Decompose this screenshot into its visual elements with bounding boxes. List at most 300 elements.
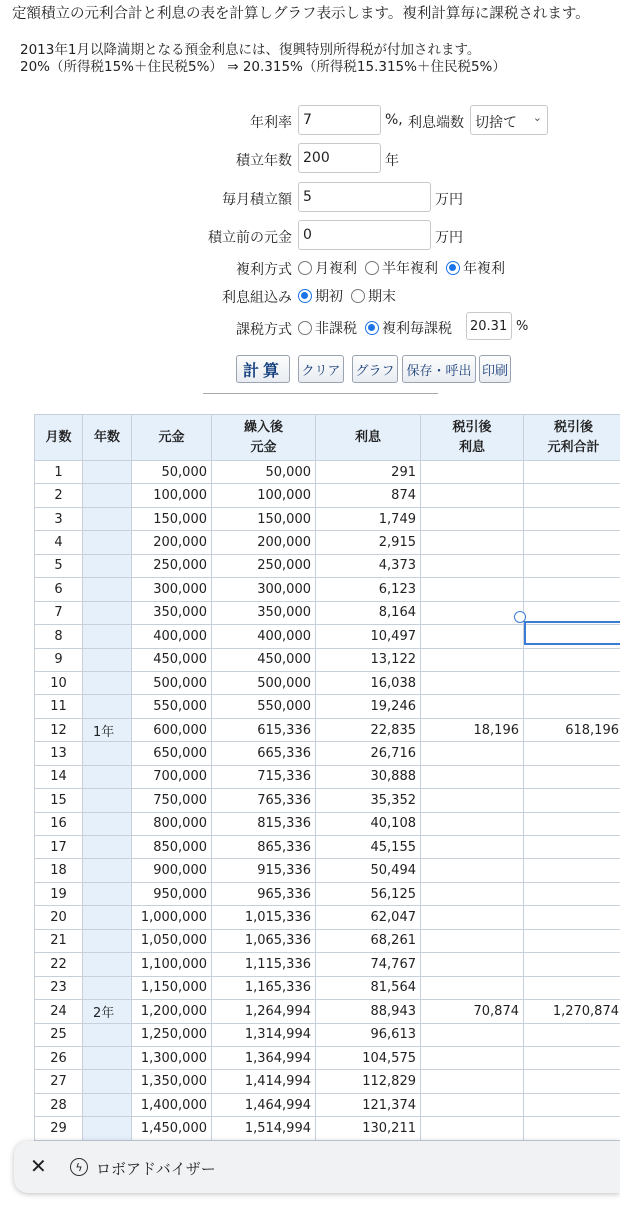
value-cell: 1,050,000 — [132, 929, 212, 952]
principal-label: 積立前の元金 — [208, 227, 292, 247]
value-cell: 715,336 — [212, 765, 316, 788]
year-cell — [83, 1070, 132, 1093]
value-cell: 50,000 — [132, 461, 212, 484]
value-cell: 2,915 — [316, 531, 421, 554]
value-cell: 1,400,000 — [132, 1093, 212, 1116]
tax-compound-radio[interactable] — [365, 318, 452, 338]
compound-yearly-label: 年複利 — [463, 258, 505, 278]
value-cell: 1,314,994 — [212, 1023, 316, 1046]
value-cell — [421, 1023, 524, 1046]
compound-label: 複利方式 — [236, 259, 292, 279]
principal-row — [0, 220, 620, 250]
value-cell — [421, 859, 524, 882]
value-cell — [421, 1117, 524, 1140]
compound-halfyear-radio[interactable] — [365, 258, 438, 278]
year-cell — [83, 484, 132, 507]
radio-dot-icon — [365, 261, 379, 275]
value-cell: 650,000 — [132, 742, 212, 765]
value-cell: 350,000 — [212, 601, 316, 624]
value-cell: 1,414,994 — [212, 1070, 316, 1093]
value-cell: 800,000 — [132, 812, 212, 835]
value-cell — [524, 507, 620, 530]
year-cell — [83, 507, 132, 530]
column-header-text: 年数 — [87, 428, 127, 448]
month-cell: 7 — [35, 601, 83, 624]
table-row — [35, 1070, 620, 1093]
value-cell: 865,336 — [212, 836, 316, 859]
value-cell: 500,000 — [212, 671, 316, 694]
year-cell — [83, 578, 132, 601]
tax-none-label: 非課税 — [315, 318, 357, 338]
table-row — [35, 578, 620, 601]
value-cell — [421, 906, 524, 929]
year-cell — [83, 625, 132, 648]
value-cell — [524, 578, 620, 601]
graph-button[interactable]: グラフ — [352, 355, 398, 383]
table-row — [35, 695, 620, 718]
year-cell — [83, 765, 132, 788]
value-cell — [524, 836, 620, 859]
value-cell: 100,000 — [132, 484, 212, 507]
month-cell: 1 — [35, 461, 83, 484]
table-row — [35, 531, 620, 554]
years-label: 積立年数 — [236, 150, 292, 170]
monthly-label: 毎月積立額 — [222, 189, 292, 209]
year-cell — [83, 836, 132, 859]
cell-selection-box[interactable] — [524, 621, 620, 645]
year-cell — [83, 859, 132, 882]
monthly-unit: 万円 — [435, 189, 463, 209]
divider — [203, 393, 438, 394]
value-cell — [421, 554, 524, 577]
table-row — [35, 554, 620, 577]
radio-dot-icon — [298, 261, 312, 275]
tax-label: 課税方式 — [236, 319, 292, 339]
month-cell: 25 — [35, 1023, 83, 1046]
year-cell — [83, 1023, 132, 1046]
close-icon[interactable]: ✕ — [30, 1155, 47, 1177]
month-cell: 3 — [35, 507, 83, 530]
selection-handle[interactable] — [514, 611, 526, 623]
value-cell — [421, 1070, 524, 1093]
robo-advisor-label: ロボアドバイザー — [96, 1158, 216, 1179]
value-cell — [524, 531, 620, 554]
value-cell: 300,000 — [132, 578, 212, 601]
value-cell: 400,000 — [132, 625, 212, 648]
table-row — [35, 507, 620, 530]
principal-unit: 万円 — [435, 227, 463, 247]
rate-label: 年利率 — [250, 112, 292, 132]
value-cell — [524, 742, 620, 765]
month-cell: 29 — [35, 1117, 83, 1140]
month-cell: 9 — [35, 648, 83, 671]
value-cell — [524, 859, 620, 882]
value-cell: 1,514,994 — [212, 1117, 316, 1140]
tax-none-radio[interactable] — [298, 318, 357, 338]
value-cell: 50,494 — [316, 859, 421, 882]
results-table — [34, 414, 620, 1164]
timing-label: 利息組込み — [222, 287, 292, 307]
radio-dot-icon — [351, 289, 365, 303]
value-cell: 450,000 — [212, 648, 316, 671]
column-header-text: 元利合計 — [528, 438, 619, 458]
value-cell — [421, 507, 524, 530]
value-cell: 618,196 — [524, 718, 620, 741]
value-cell: 70,874 — [421, 1000, 524, 1023]
timing-start-label: 期初 — [315, 286, 343, 306]
value-cell — [421, 531, 524, 554]
tax-row — [0, 312, 620, 342]
value-cell: 250,000 — [132, 554, 212, 577]
monthly-row — [0, 182, 620, 212]
value-cell: 850,000 — [132, 836, 212, 859]
month-cell: 26 — [35, 1046, 83, 1069]
value-cell: 121,374 — [316, 1093, 421, 1116]
value-cell: 1,270,874 — [524, 1000, 620, 1023]
year-cell — [83, 671, 132, 694]
table-row — [35, 461, 620, 484]
principal-input[interactable] — [298, 220, 431, 250]
year-cell — [83, 953, 132, 976]
table-body — [35, 461, 620, 1164]
table-row — [35, 953, 620, 976]
value-cell: 815,336 — [212, 812, 316, 835]
table-row — [35, 718, 620, 741]
value-cell — [524, 906, 620, 929]
month-cell: 18 — [35, 859, 83, 882]
value-cell: 68,261 — [316, 929, 421, 952]
month-cell: 24 — [35, 1000, 83, 1023]
table-row — [35, 859, 620, 882]
compound-halfyear-label: 半年複利 — [382, 258, 438, 278]
value-cell: 915,336 — [212, 859, 316, 882]
value-cell — [524, 1093, 620, 1116]
value-cell: 600,000 — [132, 718, 212, 741]
table-row — [35, 1023, 620, 1046]
year-cell — [83, 929, 132, 952]
tax-compound-label: 複利毎課税 — [382, 318, 452, 338]
value-cell: 4,373 — [316, 554, 421, 577]
year-cell — [83, 882, 132, 905]
value-cell — [524, 789, 620, 812]
month-cell: 17 — [35, 836, 83, 859]
value-cell: 50,000 — [212, 461, 316, 484]
value-cell: 750,000 — [132, 789, 212, 812]
years-row — [0, 143, 620, 173]
value-cell: 22,835 — [316, 718, 421, 741]
value-cell: 550,000 — [212, 695, 316, 718]
tax-note-line-2: 20%（所得税15%＋住民税5%） ⇒ 20.315%（所得税15.315%＋住民税5%） — [20, 59, 506, 76]
value-cell — [421, 742, 524, 765]
year-cell — [83, 531, 132, 554]
month-cell: 4 — [35, 531, 83, 554]
month-cell: 19 — [35, 882, 83, 905]
compound-monthly-label: 月複利 — [315, 258, 357, 278]
value-cell: 1,165,336 — [212, 976, 316, 999]
value-cell — [524, 1023, 620, 1046]
value-cell: 1,065,336 — [212, 929, 316, 952]
year-cell — [83, 906, 132, 929]
value-cell — [524, 695, 620, 718]
value-cell — [524, 812, 620, 835]
timing-start-radio[interactable] — [298, 286, 343, 306]
month-cell: 6 — [35, 578, 83, 601]
tax-rate-unit: % — [516, 319, 528, 334]
value-cell: 130,211 — [316, 1117, 421, 1140]
month-cell: 20 — [35, 906, 83, 929]
year-cell — [83, 1117, 132, 1140]
value-cell — [421, 812, 524, 835]
value-cell — [524, 1117, 620, 1140]
value-cell: 550,000 — [132, 695, 212, 718]
value-cell: 950,000 — [132, 882, 212, 905]
month-cell: 28 — [35, 1093, 83, 1116]
value-cell: 150,000 — [212, 507, 316, 530]
year-cell — [83, 742, 132, 765]
timing-end-label: 期末 — [368, 286, 396, 306]
tax-note — [20, 42, 506, 76]
compound-row — [0, 252, 620, 282]
column-header — [421, 415, 524, 461]
value-cell — [421, 976, 524, 999]
table-row — [35, 765, 620, 788]
value-cell: 100,000 — [212, 484, 316, 507]
print-button[interactable]: 印刷 — [479, 355, 511, 383]
value-cell — [421, 789, 524, 812]
compound-monthly-radio[interactable] — [298, 258, 357, 278]
save-load-button[interactable]: 保存・呼出 — [402, 355, 476, 383]
column-header-text: 元金 — [216, 438, 311, 458]
month-cell: 5 — [35, 554, 83, 577]
value-cell: 1,264,994 — [212, 1000, 316, 1023]
value-cell: 400,000 — [212, 625, 316, 648]
table-row — [35, 882, 620, 905]
month-cell: 2 — [35, 484, 83, 507]
year-cell — [83, 554, 132, 577]
value-cell: 200,000 — [132, 531, 212, 554]
value-cell: 10,497 — [316, 625, 421, 648]
year-cell — [83, 812, 132, 835]
value-cell: 615,336 — [212, 718, 316, 741]
value-cell — [524, 648, 620, 671]
value-cell: 45,155 — [316, 836, 421, 859]
value-cell: 450,000 — [132, 648, 212, 671]
table-header-row — [35, 415, 620, 461]
value-cell: 1,300,000 — [132, 1046, 212, 1069]
value-cell — [421, 484, 524, 507]
value-cell — [524, 929, 620, 952]
clear-button[interactable]: クリア — [298, 355, 344, 383]
month-cell: 13 — [35, 742, 83, 765]
value-cell: 8,164 — [316, 601, 421, 624]
table-row — [35, 742, 620, 765]
value-cell: 500,000 — [132, 671, 212, 694]
value-cell: 35,352 — [316, 789, 421, 812]
value-cell: 1,749 — [316, 507, 421, 530]
radio-dot-selected-icon — [446, 261, 460, 275]
value-cell: 1,000,000 — [132, 906, 212, 929]
rounding-select-value: 切捨て — [475, 115, 517, 131]
value-cell: 13,122 — [316, 648, 421, 671]
column-header-text: 税引後 — [425, 418, 519, 438]
table-row — [35, 1046, 620, 1069]
value-cell — [421, 625, 524, 648]
rate-row — [0, 105, 620, 135]
value-cell — [524, 461, 620, 484]
table-row — [35, 671, 620, 694]
timing-end-radio[interactable] — [351, 286, 396, 306]
value-cell: 1,350,000 — [132, 1070, 212, 1093]
years-input[interactable] — [298, 143, 381, 173]
intro-text: 定額積立の元利合計と利息の表を計算しグラフ表示します。複利計算毎に課税されます。 — [12, 4, 590, 24]
month-cell: 8 — [35, 625, 83, 648]
month-cell: 22 — [35, 953, 83, 976]
value-cell: 965,336 — [212, 882, 316, 905]
value-cell: 81,564 — [316, 976, 421, 999]
rate-unit: %, — [385, 112, 403, 128]
value-cell: 18,196 — [421, 718, 524, 741]
value-cell: 56,125 — [316, 882, 421, 905]
month-cell: 14 — [35, 765, 83, 788]
value-cell: 1,100,000 — [132, 953, 212, 976]
radio-dot-selected-icon — [298, 289, 312, 303]
year-cell: 2年 — [83, 1000, 132, 1023]
value-cell: 30,888 — [316, 765, 421, 788]
value-cell: 900,000 — [132, 859, 212, 882]
value-cell: 250,000 — [212, 554, 316, 577]
value-cell: 150,000 — [132, 507, 212, 530]
value-cell: 112,829 — [316, 1070, 421, 1093]
value-cell — [421, 601, 524, 624]
value-cell — [421, 929, 524, 952]
value-cell: 16,038 — [316, 671, 421, 694]
value-cell: 300,000 — [212, 578, 316, 601]
table-row — [35, 789, 620, 812]
table-row — [35, 1000, 620, 1023]
value-cell: 765,336 — [212, 789, 316, 812]
calculate-button[interactable]: 計算 — [236, 355, 290, 383]
chevron-down-icon: ⌄ — [533, 111, 542, 124]
column-header-text: 繰入後 — [216, 418, 311, 438]
table-row — [35, 812, 620, 835]
value-cell: 6,123 — [316, 578, 421, 601]
value-cell — [421, 1046, 524, 1069]
value-cell: 291 — [316, 461, 421, 484]
radio-dot-selected-icon — [365, 321, 379, 335]
column-header-text: 税引後 — [528, 418, 619, 438]
table-row — [35, 1093, 620, 1116]
value-cell — [524, 1046, 620, 1069]
value-cell: 74,767 — [316, 953, 421, 976]
years-unit: 年 — [385, 150, 399, 170]
value-cell: 700,000 — [132, 765, 212, 788]
value-cell: 874 — [316, 484, 421, 507]
value-cell: 62,047 — [316, 906, 421, 929]
year-cell — [83, 461, 132, 484]
bolt-icon: ϟ — [70, 1158, 88, 1176]
column-header — [132, 415, 212, 461]
value-cell — [524, 882, 620, 905]
value-cell: 1,364,994 — [212, 1046, 316, 1069]
value-cell — [421, 836, 524, 859]
value-cell: 19,246 — [316, 695, 421, 718]
value-cell — [421, 1093, 524, 1116]
value-cell — [421, 882, 524, 905]
results-table-container[interactable] — [34, 414, 620, 1214]
month-cell: 11 — [35, 695, 83, 718]
value-cell: 1,200,000 — [132, 1000, 212, 1023]
compound-yearly-radio[interactable] — [446, 258, 505, 278]
month-cell: 16 — [35, 812, 83, 835]
timing-row — [0, 280, 620, 310]
value-cell: 88,943 — [316, 1000, 421, 1023]
rate-input[interactable] — [298, 105, 381, 135]
year-cell — [83, 789, 132, 812]
month-cell: 23 — [35, 976, 83, 999]
column-header — [35, 415, 83, 461]
value-cell: 40,108 — [316, 812, 421, 835]
year-cell — [83, 695, 132, 718]
value-cell: 350,000 — [132, 601, 212, 624]
year-cell: 1年 — [83, 718, 132, 741]
rounding-select[interactable] — [470, 105, 548, 135]
month-cell: 21 — [35, 929, 83, 952]
table-row — [35, 648, 620, 671]
column-header-text: 月数 — [39, 428, 78, 448]
value-cell — [524, 976, 620, 999]
value-cell: 1,250,000 — [132, 1023, 212, 1046]
tax-note-line-1: 2013年1月以降満期となる預金利息には、復興特別所得税が付加されます。 — [20, 42, 506, 59]
value-cell — [524, 484, 620, 507]
year-cell — [83, 648, 132, 671]
rounding-label: 利息端数 — [408, 112, 464, 132]
column-header — [316, 415, 421, 461]
month-cell: 12 — [35, 718, 83, 741]
column-header — [83, 415, 132, 461]
monthly-input[interactable] — [298, 182, 431, 212]
column-header-text: 利息 — [425, 438, 519, 458]
table-row — [35, 929, 620, 952]
value-cell — [421, 671, 524, 694]
table-row — [35, 484, 620, 507]
year-cell — [83, 1046, 132, 1069]
value-cell — [421, 461, 524, 484]
value-cell — [421, 578, 524, 601]
table-row — [35, 1117, 620, 1140]
value-cell — [524, 554, 620, 577]
value-cell — [524, 1070, 620, 1093]
value-cell: 665,336 — [212, 742, 316, 765]
tax-rate-input[interactable] — [466, 312, 512, 340]
value-cell: 1,464,994 — [212, 1093, 316, 1116]
value-cell: 1,115,336 — [212, 953, 316, 976]
value-cell: 1,450,000 — [132, 1117, 212, 1140]
month-cell: 27 — [35, 1070, 83, 1093]
table-row — [35, 906, 620, 929]
month-cell: 15 — [35, 789, 83, 812]
radio-dot-icon — [298, 321, 312, 335]
column-header — [212, 415, 316, 461]
value-cell — [421, 648, 524, 671]
year-cell — [83, 976, 132, 999]
value-cell — [421, 695, 524, 718]
value-cell — [421, 765, 524, 788]
robo-advisor-bar[interactable] — [14, 1141, 620, 1193]
value-cell — [524, 953, 620, 976]
table-row — [35, 836, 620, 859]
month-cell: 10 — [35, 671, 83, 694]
column-header — [524, 415, 620, 461]
